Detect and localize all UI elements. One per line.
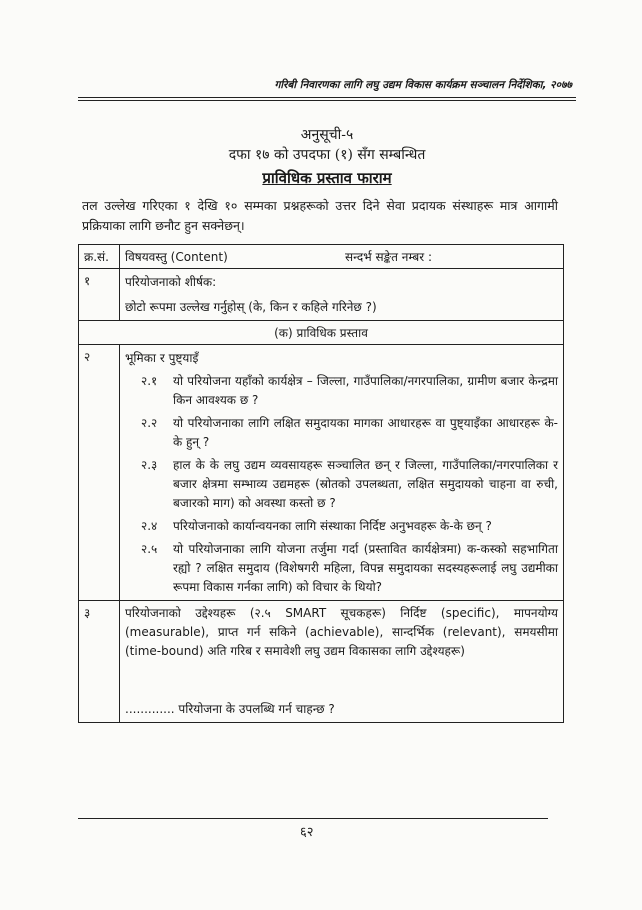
content-header-label: विषयवस्तु (Content) — [125, 250, 228, 264]
section-heading-row — [79, 321, 564, 345]
project-title-label: परियोजनाको शीर्षक: — [125, 275, 217, 289]
form-title: प्राविधिक प्रस्ताव फाराम — [262, 169, 392, 187]
header-rule-double — [78, 100, 576, 101]
project-title-note: छोटो रूपमा उल्लेख गर्नुहोस् (के, किन र कहिले गरिनेछ ?) — [125, 300, 377, 314]
section-heading: (क) प्राविधिक प्रस्ताव — [79, 321, 564, 345]
row-serial: १ — [79, 269, 120, 321]
row-serial: २ — [79, 345, 120, 601]
footer-rule — [78, 818, 548, 819]
section-reference: दफा १७ को उपदफा (१) सँग सम्बन्धित — [228, 147, 426, 163]
intro-paragraph: तल उल्लेख गरिएका १ देखि १० सम्मका प्रश्नहरूको उत्तर दिने सेवा प्रदायक संस्थाहरू मात्र आगामी प्रक्रियाका लागि छनौट हुन सक्नेछन्। — [82, 198, 558, 233]
table-row — [79, 269, 564, 321]
page-number: ६२ — [300, 825, 314, 840]
table-row — [79, 601, 564, 723]
list-item: २.५ यो परियोजनाका लागि योजना तर्जुमा गर्दा (प्रस्तावित कार्यक्षेत्रमा) क-कस्को सहभागिता रह्यो ? लक्षित समुदाय (विशेषगरी महिला, विपन्न समुदायका सदस्यहरूलाई लघु उद्यमीका रूपमा विकास गर्नका लागि) को विचार के थियो? — [141, 542, 558, 594]
list-item: २.४ परियोजनाको कार्यान्वयनका लागि संस्थाका निर्दिष्ट अनुभवहरू के-के छन् ? — [141, 519, 492, 533]
list-item: २.१ यो परियोजना यहाँको कार्यक्षेत्र – जिल्ला, गाउँपालिका/नगरपालिका, ग्रामीण बजार केन्द्रमा किन आवश्यक छ ? — [141, 374, 558, 407]
row-content — [120, 601, 564, 723]
list-item: २.३ हाल के के लघु उद्यम व्यवसायहरू सञ्चालित छन् र जिल्ला, गाउँपालिका/नगरपालिका र बजार क्षेत्रमा सम्भाव्य उद्यमहरू (स्रोतको उपलब्धता, लक्षित समुदायको चाहना वा रुची, बजारको माग) को अवस्था कस्तो छ ? — [141, 458, 558, 510]
objectives-text: परियोजनाको उद्देश्यहरू (२.५ SMART सूचकहरू) निर्दिष्ट (specific), मापनयोग्य (measurable), प्राप्त गर्न सकिने (achievable), सान्दर्भिक (relevant), समयसीमा (time-bound) अति गरिब र समावेशी लघु उद्यम विकासका लागि उद्देश्यहरू) — [125, 606, 558, 658]
row-content — [120, 269, 564, 321]
table-row — [79, 345, 564, 601]
background-heading: भूमिका र पुष्ट्याइँ — [125, 351, 199, 365]
header-title: गरिबी निवारणका लागि लघु उद्यम विकास कार्यक्रम सञ्चालन निर्देशिका, २०७७ — [274, 79, 572, 91]
row-serial: ३ — [79, 601, 120, 723]
table-header-row — [79, 245, 564, 269]
col-serial-header: क्र.सं. — [79, 245, 120, 269]
list-item: २.२ यो परियोजनाका लागि लक्षित समुदायका मागका आधारहरू वा पुष्ट्याइँका आधारहरू के-के हुन् ? — [141, 416, 558, 449]
row-content — [120, 345, 564, 601]
proposal-table — [78, 244, 564, 723]
annex-label: अनुसूची-५ — [300, 127, 354, 143]
col-content-header — [120, 245, 564, 269]
reference-number-label: सन्दर्भ सङ्केत नम्बर : — [345, 250, 432, 264]
header-rule — [78, 97, 576, 98]
objectives-prompt: ............. परियोजना के उपलब्धि गर्न चाहन्छ ? — [125, 702, 335, 716]
